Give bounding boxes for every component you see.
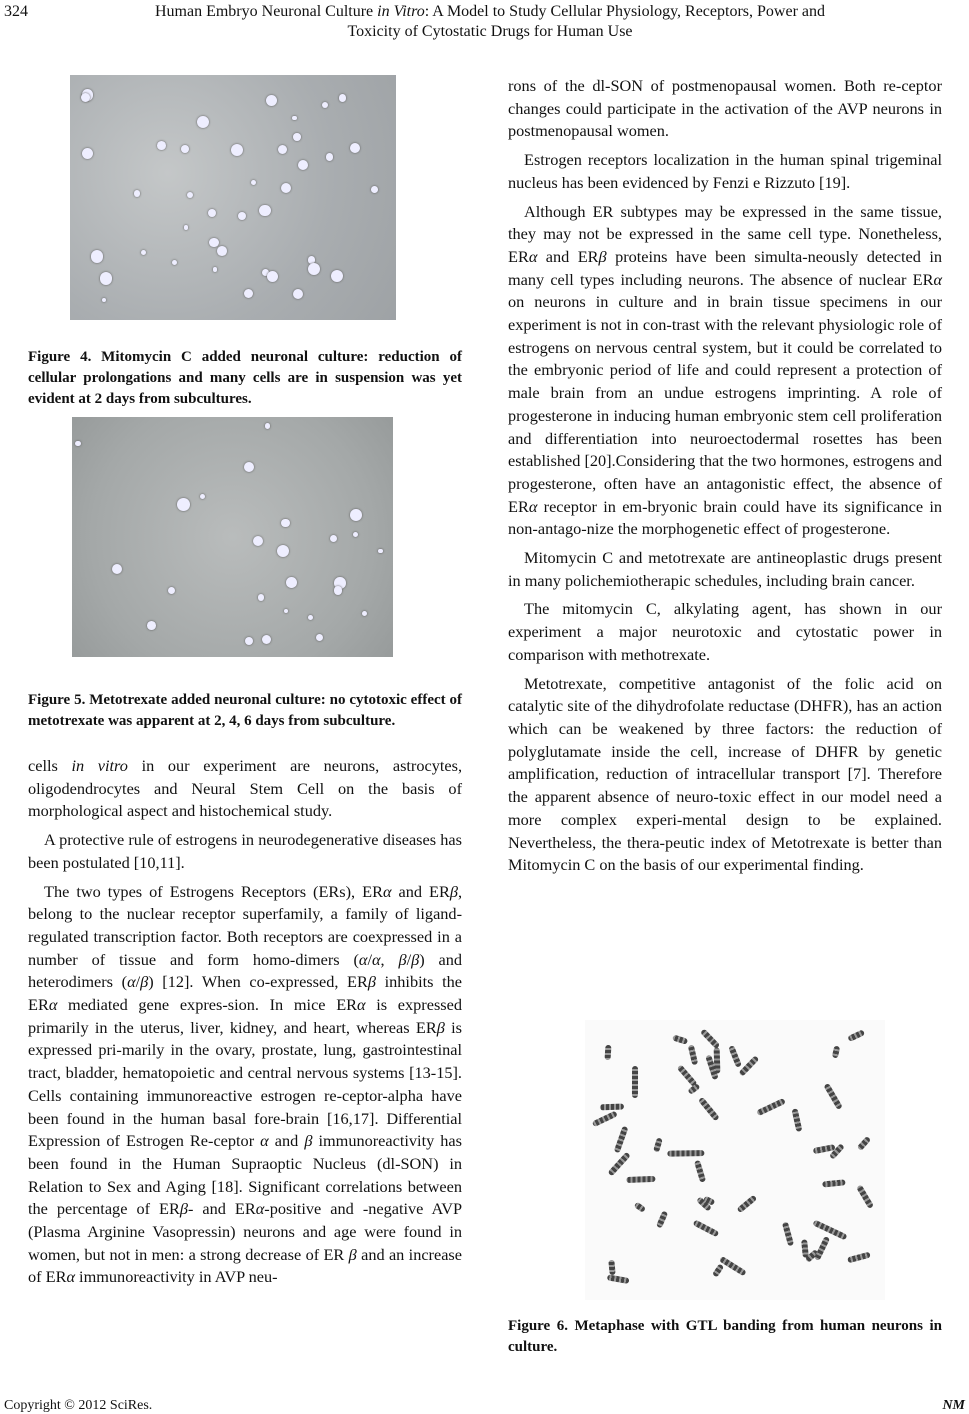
chromosome (700, 1028, 721, 1049)
text-run: The mitomycin C, alkylating agent, has shown in our experiment a major neurotoxic and cytostatic power in comparison with methotrexate. (508, 599, 942, 664)
chromosome (608, 1260, 615, 1275)
chromosome (688, 1083, 701, 1095)
cell (330, 535, 338, 543)
text-run: rons of the dl-SON of postmenopausal women. Both re-ceptor changes could participate in the activation of the AVP neurons in postmenopausal women. (508, 76, 942, 141)
chromosome (847, 1029, 865, 1042)
cell (244, 462, 254, 472)
text-run: in our experiment are neurons, astrocytes, oligodendrocytes and Neural Stem Cell on the basis of morphological aspect and histochemical study. (28, 756, 463, 821)
cell (308, 615, 313, 620)
cell (245, 637, 253, 645)
italic-text: α (382, 881, 392, 901)
text-run: and an increase of ER (28, 1244, 462, 1287)
text-run: is expressed primarily in the uterus, liver, kidney, and heart, whereas ER (28, 995, 462, 1037)
cell (112, 564, 122, 574)
cell (238, 212, 246, 220)
title-italic: in Vitro (377, 3, 425, 20)
cell (331, 270, 343, 282)
chromosome (600, 1103, 624, 1110)
chromosome (792, 1109, 803, 1132)
chromosome (656, 1210, 668, 1228)
chromosome (694, 1160, 706, 1183)
chromosome (605, 1045, 612, 1060)
cell (278, 145, 287, 154)
chromosome (756, 1098, 786, 1116)
cell (266, 95, 277, 106)
right-column-text (508, 75, 942, 883)
text-run: is expressed pri-marily in the ovary, prostate, lung, gastrointestinal tract, bladder, hematopoietic and central nervous systems [13-15]. Cells containing immunoreactive estrogen re-ceptor-alpha have been found in the human basal fore-brain [16,17]. Differential Expression of Estrogen Re-ceptor (28, 1017, 463, 1151)
cell (378, 549, 383, 554)
text-run: cells (28, 756, 72, 775)
chromosome (823, 1083, 843, 1111)
figure-4-image (70, 75, 396, 320)
chromosome (634, 1202, 646, 1213)
chromosome (667, 1150, 704, 1156)
text-run: -positive and -negative AVP (Plasma Arginine Vasopressin) neurons and age were found in women, but not in men: a strong decrease of ER (28, 1199, 463, 1264)
text-run: Estrogen receptors localization in the human spinal trigeminal nucleus has been evidenced by Fenzi e Rizzuto [19]. (508, 150, 942, 192)
cell (262, 635, 271, 644)
text-run: on neurons in culture and in brain tissue specimens in our experiment is not in con-trast with the relevant physiologic role of estrogens on nervous central system, but it could be correlated to the embryonic period of life and could represent a protection of male brain from an undue estrogens imprinting. A role of progesterone in inducing human embryonic stem cell proliferation and differentiation into neuroectodermal rosettes has been established [20].Considering that the two hormones, estrogens and progesterone, often have an antagonistic effect, the absence of ER (508, 292, 942, 516)
text-run: and ER (391, 881, 450, 901)
cell (326, 153, 333, 160)
text-run: , belong to the nuclear receptor superfamily, a family of ligand-regulated transcription factor. Both receptors are coexpressed in a number of tissue and form homo-dimers ( (28, 881, 463, 969)
cell (293, 289, 303, 299)
text-run: The two types of Estrogens Receptors (ERs), ER (44, 881, 383, 901)
figure-6-image (585, 1020, 885, 1300)
cell (209, 238, 219, 248)
cell (259, 205, 271, 217)
chromosome (632, 1066, 638, 1098)
cell (281, 183, 291, 193)
text-run: , (380, 949, 399, 969)
italic-text: β (598, 246, 607, 266)
italic-text: α (66, 1267, 75, 1287)
cell (281, 519, 290, 528)
cell (350, 143, 360, 153)
chromosome (857, 1136, 871, 1151)
chromosome (687, 1044, 697, 1065)
italic-text: β (449, 881, 458, 901)
cell (286, 577, 297, 588)
chromosome (856, 1184, 874, 1209)
italic-text: α (528, 496, 538, 516)
chromosome (813, 1219, 848, 1240)
figure-5-caption: Figure 5. Metotrexate added neuronal culture: no cytotoxic effect of metotrexate was apparent at 2, 4, 6 days from subculture. (28, 692, 462, 729)
cell (231, 144, 244, 157)
italic-text: α (358, 949, 368, 969)
chromosome (736, 1195, 757, 1213)
italic-text: α (127, 972, 136, 992)
cell (322, 102, 328, 108)
chromosome (672, 1035, 688, 1045)
chromosome (614, 1126, 629, 1154)
cell (277, 545, 289, 557)
cell (187, 192, 193, 198)
italic-text: α (48, 995, 58, 1015)
cell (82, 148, 93, 159)
chromosome (712, 1263, 724, 1277)
chromosome (607, 1151, 631, 1176)
text-run: ) [12]. When co-expressed, ER (148, 972, 368, 992)
footer-journal: NM (942, 1398, 965, 1413)
cell (371, 186, 378, 193)
cell (316, 634, 323, 641)
cell (102, 298, 106, 302)
text-run: ) and heterodimers ( (28, 949, 463, 992)
paragraph (28, 755, 462, 823)
text-run: Metotrexate, competitive antagonist of the folic acid on catalytic site of the dihydrofolate reductase (DHFR), has an action which can be weakened by three factors: the reduction of polyglutamate inside the cell, increase of DHFR by genetic amplification, reduction of intracellular transport [7]. Therefore the apparent absence of neuro-toxic effect in our model need a more complex experi-mental design to be explained. Nevertheless, the thera-peutic index of Metotrexate is better than Mitomycin C on the basis of our experimental finding. (508, 673, 942, 875)
cell (217, 246, 227, 256)
cell (284, 609, 288, 613)
chromosome (822, 1179, 845, 1187)
cell (339, 94, 347, 102)
cell (200, 494, 205, 499)
chromosome (739, 1055, 760, 1076)
page-number: 324 (4, 3, 28, 20)
text-run: immunoreactivity has been found in the Human Supraoptic Nucleus (dl-SON) in Relation to Sex and Aging [18]. Significant correlations between the percentage of ER (28, 1131, 462, 1219)
chromosome (626, 1176, 655, 1183)
text-run: receptor in em-bryonic brain could have its significance in non-antago-nize the morphogenetic effect of progesterone. (508, 496, 942, 539)
text-run: proteins have been simulta-neously detected in many cell types including neurons. The absence of nuclear ER (508, 246, 943, 289)
text-run: mediated gene expres-sion. In mice ER (57, 995, 358, 1015)
chromosome (832, 1045, 840, 1058)
text-run: / (135, 972, 141, 992)
paragraph (28, 829, 462, 874)
cell (197, 116, 209, 128)
chromosome (592, 1110, 618, 1126)
cell (308, 263, 320, 275)
italic-text: β (367, 972, 376, 992)
paragraph (508, 75, 942, 143)
cell (181, 145, 189, 153)
chromosome (782, 1221, 794, 1246)
title-line2: Toxicity of Cytostatic Drugs for Human Use (347, 23, 633, 40)
cell (184, 225, 189, 230)
text-run: A protective rule of estrogens in neurodegenerative diseases has been postulated [10,11]. (28, 830, 462, 872)
cell (350, 509, 362, 521)
paragraph (28, 881, 462, 1290)
title-part: Human Embryo Neuronal Culture (154, 3, 378, 20)
cell (168, 587, 175, 594)
cell (213, 267, 218, 272)
cell (172, 260, 178, 266)
text-run: / (367, 949, 372, 969)
paragraph (508, 598, 942, 666)
cell (267, 271, 278, 282)
cell (251, 180, 256, 185)
text-run: / (406, 949, 412, 969)
figure-4-caption: Figure 4. Mitomycin C added neuronal culture: reduction of cellular prolongations and many cells are in suspension was yet evident at 2 days from subcultures. (28, 349, 462, 407)
figure-5-image (72, 417, 393, 657)
cell (177, 498, 190, 511)
paragraph (508, 547, 942, 592)
footer-copyright: Copyright © 2012 SciRes. (4, 1398, 153, 1413)
chromosome (607, 1274, 630, 1284)
title-part: : A Model to Study Cellular Physiology, Receptors, Power and (424, 3, 825, 20)
cell (100, 272, 113, 285)
italic-text: β (348, 1244, 357, 1264)
cell (244, 289, 253, 298)
italic-text: α (933, 269, 942, 289)
running-title (110, 2, 870, 42)
cell (134, 190, 141, 197)
text-run: and (268, 1131, 305, 1151)
paragraph (508, 673, 942, 877)
italic-text: α (357, 995, 366, 1015)
chromosome (698, 1097, 719, 1121)
text-run: immunoreactivity in AVP neu- (74, 1267, 278, 1287)
text-run: Mitomycin C and metotrexate are antineoplastic drugs present in many polichemiotherapic schedules, including brain cancer. (508, 548, 942, 590)
cell (298, 160, 308, 170)
italic-text: β (140, 972, 149, 992)
cell (334, 586, 343, 595)
italic-text: β (436, 1017, 445, 1037)
italic-text: in vitro (71, 756, 128, 775)
cell (258, 594, 265, 601)
text-run: - and ER (187, 1199, 256, 1219)
cell (293, 133, 301, 141)
cell (147, 621, 156, 630)
paragraph (508, 201, 942, 542)
italic-text: α (255, 1199, 265, 1219)
paragraph (508, 149, 942, 194)
cell (292, 116, 296, 120)
chromosome (847, 1252, 871, 1264)
italic-text: β (179, 1199, 188, 1219)
italic-text: α (528, 246, 538, 266)
chromosome (728, 1044, 742, 1067)
cell (208, 209, 216, 217)
left-column-text (28, 755, 462, 1295)
italic-text: α (372, 949, 381, 969)
chromosome (654, 1137, 664, 1152)
cell (362, 611, 367, 616)
text-run: and ER (537, 246, 599, 266)
cell (265, 423, 270, 428)
italic-text: β (304, 1131, 313, 1151)
chromosome (693, 1219, 720, 1237)
italic-text: β (398, 949, 407, 969)
cell (353, 532, 359, 538)
cell (75, 441, 81, 447)
chromosome (814, 1236, 830, 1261)
cell (141, 250, 146, 255)
cell (253, 536, 263, 546)
cell (157, 141, 166, 150)
text-run: Although ER subtypes may be expressed in the same tissue, they may not be expressed in the same cell type. Nonetheless, ER (508, 201, 942, 266)
italic-text: β (411, 949, 420, 969)
text-run: inhibits the ER (28, 972, 463, 1015)
italic-text: α (260, 1131, 269, 1151)
cell (91, 250, 104, 263)
figure-6-caption: Figure 6. Metaphase with GTL banding from human neurons in culture. (508, 1318, 942, 1355)
